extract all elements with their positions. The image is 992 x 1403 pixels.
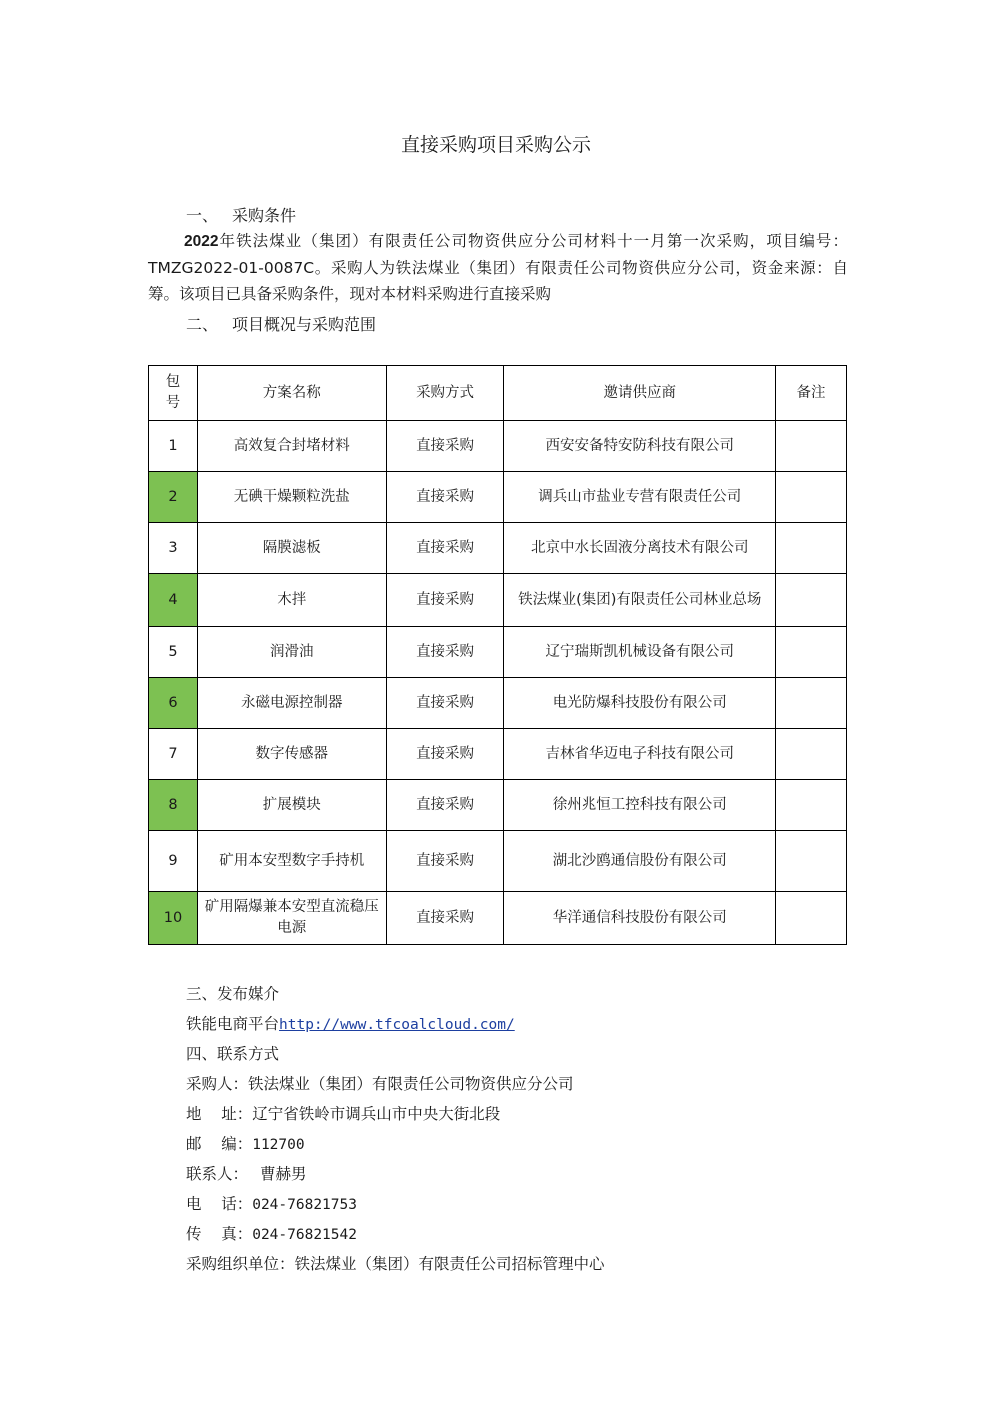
cell-package-no: 8 bbox=[149, 780, 198, 831]
cell-method: 直接采购 bbox=[386, 678, 504, 729]
table-row bbox=[149, 831, 847, 892]
table-row bbox=[149, 627, 847, 678]
cell-package-no: 1 bbox=[149, 421, 198, 472]
cell-method: 直接采购 bbox=[386, 574, 504, 627]
cell-remark bbox=[776, 892, 847, 945]
header-package-no-line1: 包 bbox=[165, 374, 181, 390]
section-2-number: 二、 bbox=[186, 315, 219, 334]
header-scheme-name: 方案名称 bbox=[197, 366, 386, 421]
cell-remark bbox=[776, 678, 847, 729]
cell-supplier: 徐州兆恒工控科技有限公司 bbox=[504, 780, 776, 831]
cell-supplier: 北京中水长固液分离技术有限公司 bbox=[504, 523, 776, 574]
cell-supplier: 辽宁瑞斯凯机械设备有限公司 bbox=[504, 627, 776, 678]
table-row bbox=[149, 574, 847, 627]
cell-scheme-name: 高效复合封堵材料 bbox=[197, 421, 386, 472]
cell-scheme-name: 隔膜滤板 bbox=[197, 523, 386, 574]
table-header-row bbox=[149, 366, 847, 421]
cell-method: 直接采购 bbox=[386, 523, 504, 574]
address-value: 辽宁省铁岭市调兵山市中央大街北段 bbox=[252, 1105, 501, 1123]
contact-person bbox=[186, 1162, 307, 1184]
cell-package-no: 6 bbox=[149, 678, 198, 729]
cell-supplier: 吉林省华迈电子科技有限公司 bbox=[504, 729, 776, 780]
header-package-no bbox=[149, 366, 198, 421]
person-label: 联系人： bbox=[186, 1165, 249, 1183]
table-row bbox=[149, 421, 847, 472]
person-value: 曹赫男 bbox=[260, 1165, 307, 1183]
cell-method: 直接采购 bbox=[386, 472, 504, 523]
cell-remark bbox=[776, 627, 847, 678]
cell-remark bbox=[776, 523, 847, 574]
year-text: 2022 bbox=[184, 233, 219, 250]
header-remark: 备注 bbox=[776, 366, 847, 421]
cell-package-no: 2 bbox=[149, 472, 198, 523]
header-package-no-line2: 号 bbox=[165, 395, 181, 411]
cell-remark bbox=[776, 574, 847, 627]
media-label: 铁能电商平台 bbox=[186, 1015, 280, 1033]
cell-package-no: 4 bbox=[149, 574, 198, 627]
cell-supplier: 电光防爆科技股份有限公司 bbox=[504, 678, 776, 729]
address-label: 地 址： bbox=[186, 1105, 253, 1123]
cell-supplier: 铁法煤业(集团)有限责任公司林业总场 bbox=[504, 574, 776, 627]
contact-organizer: 采购组织单位：铁法煤业（集团）有限责任公司招标管理中心 bbox=[186, 1255, 605, 1273]
table-row bbox=[149, 780, 847, 831]
cell-package-no: 10 bbox=[149, 892, 198, 945]
cell-package-no: 5 bbox=[149, 627, 198, 678]
cell-supplier: 西安安备特安防科技有限公司 bbox=[504, 421, 776, 472]
header-procurement-method: 采购方式 bbox=[386, 366, 504, 421]
cell-remark bbox=[776, 831, 847, 892]
table-row bbox=[149, 729, 847, 780]
media-line bbox=[186, 1012, 515, 1034]
phone-value: 024-76821753 bbox=[252, 1197, 357, 1213]
section-1-heading bbox=[186, 203, 296, 226]
contact-postcode bbox=[186, 1132, 305, 1154]
table-row bbox=[149, 892, 847, 945]
procurement-table bbox=[148, 365, 847, 945]
header-invited-supplier: 邀请供应商 bbox=[504, 366, 776, 421]
cell-package-no: 7 bbox=[149, 729, 198, 780]
postcode-value: 112700 bbox=[252, 1137, 305, 1153]
para-line-3: 资金来源：自筹。该项目已具备采购条件，现对本材料采购进行直接采购 bbox=[148, 259, 848, 303]
para-line-2: 编号：TMZG2022-01-0087C。采购人为铁法煤业（集团）有限责任公司物资供应分公司， bbox=[148, 232, 848, 277]
procurement-conditions-paragraph bbox=[148, 228, 848, 307]
cell-supplier: 调兵山市盐业专营有限责任公司 bbox=[504, 472, 776, 523]
table-row bbox=[149, 678, 847, 729]
phone-label: 电 话： bbox=[186, 1195, 253, 1213]
cell-scheme-name: 无碘干燥颗粒洗盐 bbox=[197, 472, 386, 523]
fax-value: 024-76821542 bbox=[252, 1227, 357, 1243]
section-3-heading: 三、发布媒介 bbox=[186, 985, 280, 1003]
contact-fax bbox=[186, 1222, 357, 1244]
section-2-heading bbox=[186, 312, 376, 335]
fax-label: 传 真： bbox=[186, 1225, 253, 1243]
cell-package-no: 9 bbox=[149, 831, 198, 892]
cell-remark bbox=[776, 472, 847, 523]
cell-method: 直接采购 bbox=[386, 421, 504, 472]
section-4-heading: 四、联系方式 bbox=[186, 1045, 280, 1063]
cell-scheme-name: 矿用隔爆兼本安型直流稳压电源 bbox=[197, 892, 386, 945]
cell-scheme-name: 木拌 bbox=[197, 574, 386, 627]
page-title: 直接采购项目采购公示 bbox=[400, 134, 591, 156]
cell-scheme-name: 数字传感器 bbox=[197, 729, 386, 780]
table-row bbox=[149, 472, 847, 523]
contact-phone bbox=[186, 1192, 357, 1214]
postcode-label: 邮 编： bbox=[186, 1135, 253, 1153]
cell-supplier: 湖北沙鸥通信股份有限公司 bbox=[504, 831, 776, 892]
section-2-label: 项目概况与采购范围 bbox=[232, 315, 377, 334]
cell-remark bbox=[776, 780, 847, 831]
cell-method: 直接采购 bbox=[386, 627, 504, 678]
cell-scheme-name: 矿用本安型数字手持机 bbox=[197, 831, 386, 892]
contact-address bbox=[186, 1102, 500, 1124]
cell-method: 直接采购 bbox=[386, 780, 504, 831]
table-row bbox=[149, 523, 847, 574]
cell-method: 直接采购 bbox=[386, 892, 504, 945]
cell-method: 直接采购 bbox=[386, 729, 504, 780]
contact-purchaser: 采购人：铁法煤业（集团）有限责任公司物资供应分公司 bbox=[186, 1075, 574, 1093]
section-1-label: 采购条件 bbox=[232, 206, 297, 225]
para-line-1: 年铁法煤业（集团）有限责任公司物资供应分公司材料十一月第一次采购，项目 bbox=[218, 232, 800, 250]
cell-package-no: 3 bbox=[149, 523, 198, 574]
cell-supplier: 华洋通信科技股份有限公司 bbox=[504, 892, 776, 945]
cell-method: 直接采购 bbox=[386, 831, 504, 892]
media-url-link[interactable]: http://www.tfcoalcloud.com/ bbox=[279, 1017, 515, 1033]
cell-scheme-name: 扩展模块 bbox=[197, 780, 386, 831]
cell-scheme-name: 永磁电源控制器 bbox=[197, 678, 386, 729]
cell-scheme-name: 润滑油 bbox=[197, 627, 386, 678]
section-1-number: 一、 bbox=[186, 206, 219, 225]
cell-remark bbox=[776, 421, 847, 472]
cell-remark bbox=[776, 729, 847, 780]
